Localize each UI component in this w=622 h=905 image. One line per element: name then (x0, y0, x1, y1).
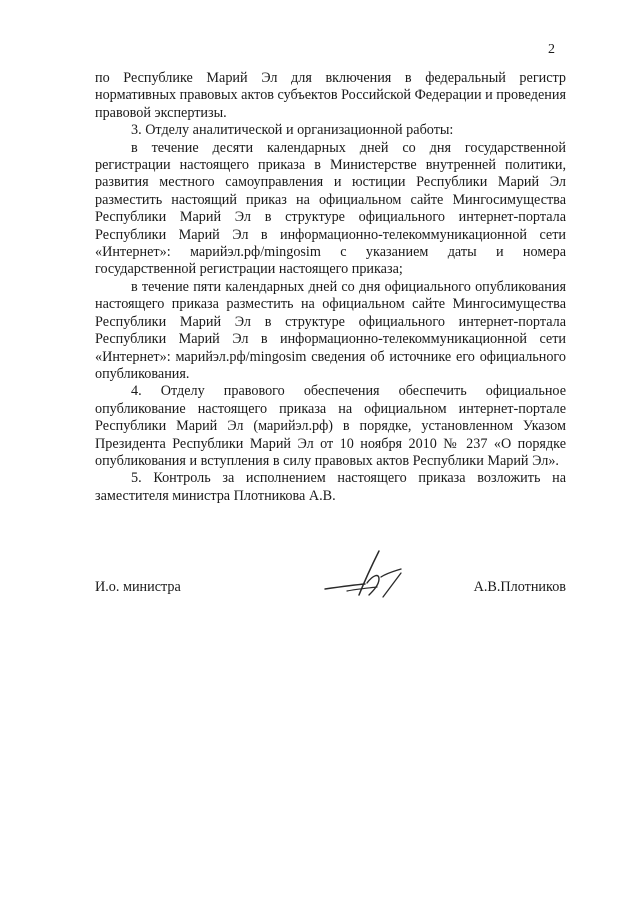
paragraph-item-4: 4. Отделу правового обеспечения обеспечить официальное опубликование настоящего приказа на официальном интернет-портале Республики Марий Эл (марийэл.рф) в порядке, установленном Указом Президента Республики Марий Эл от 10 ноября 2010 № 237 «О порядке опубликования и вступления в силу правовых актов Республики Марий Эл». (95, 383, 566, 469)
paragraph-item-3-first-task: в течение десяти календарных дней со дня государственной регистрации настоящего приказа в Министерстве внутренней политики, развития местного самоуправления и юстиции Республики Марий Эл разместить настоящий приказ на официальном сайте Мингосимущества Республики Марий Эл в структуре официального интернет-портала Республики Марий Эл в информационно-телекоммуникационной сети «Интернет»: марийэл.рф/mingosim с указанием даты и номера государственной регистрации настоящего приказа; (95, 139, 566, 278)
signatory-title: И.о. министра (95, 579, 181, 595)
signature-block (95, 579, 566, 619)
signatory-name: А.В.Плотников (473, 579, 566, 595)
page-number: 2 (548, 42, 555, 57)
paragraph-registry-continuation: по Республике Марий Эл для включения в федеральный регистр нормативных правовых актов субъектов Российской Федерации и проведения правовой экспертизы. (95, 70, 566, 121)
document-body (95, 70, 566, 505)
paragraph-item-5: 5. Контроль за исполнением настоящего приказа возложить на заместителя министра Плотникова А.В. (95, 470, 566, 504)
paragraph-item-3-heading: 3. Отделу аналитической и организационной работы: (131, 122, 454, 139)
handwritten-signature (317, 545, 407, 607)
paragraph-item-3-second-task: в течение пяти календарных дней со дня официального опубликования настоящего приказа разместить на официальном сайте Мингосимущества Республики Марий Эл в структуре официального интернет-портала Республики Марий Эл в информационно-телекоммуникационной сети «Интернет»: марийэл.рф/mingosim сведения об источнике его официального опубликования. (95, 278, 566, 382)
